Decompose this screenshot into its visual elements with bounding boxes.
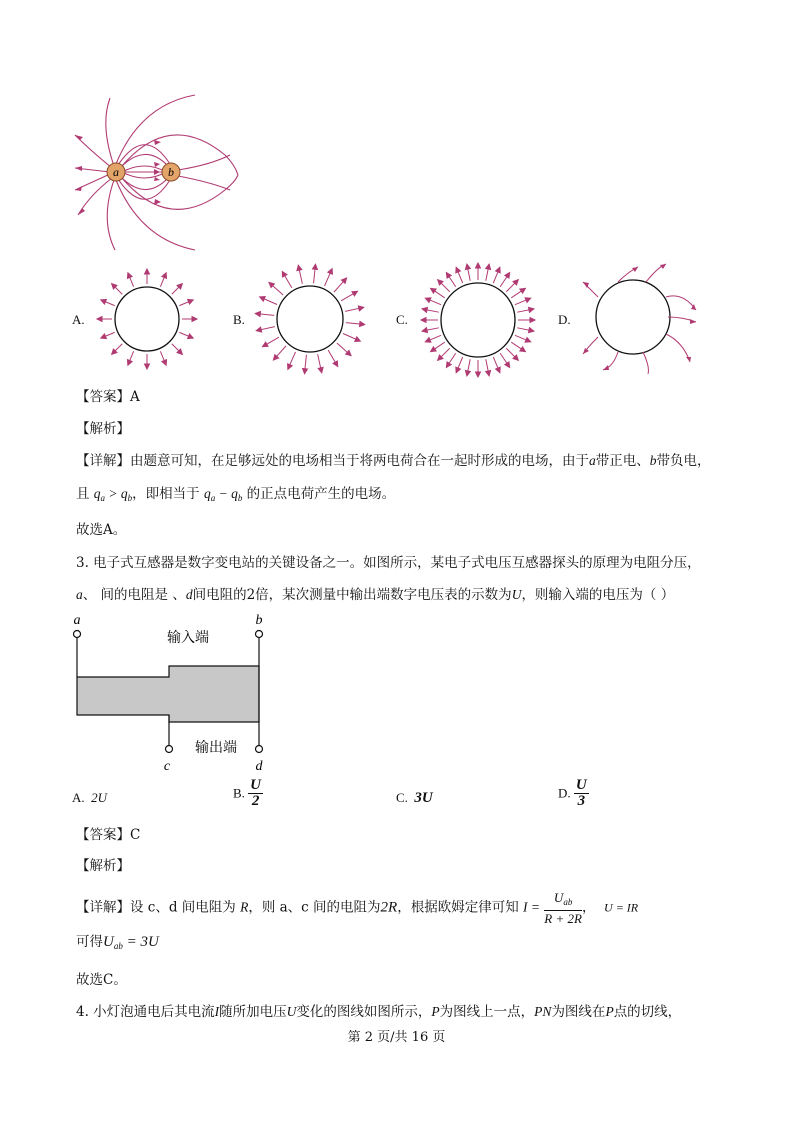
q2-option-a-figure[interactable]: [92, 262, 202, 377]
field-lines-figure: [70, 90, 245, 255]
field-arrow-head: [421, 318, 426, 323]
field-arrow-head: [465, 264, 470, 269]
input-terminal-label: 输入端: [167, 630, 209, 646]
field-arrow-head: [188, 299, 194, 304]
field-arrow-head: [422, 328, 427, 333]
field-arrow-head: [520, 347, 526, 352]
field-arrow-head: [262, 342, 268, 347]
q2-option-c-figure[interactable]: [416, 258, 541, 383]
q3-stem-line-2: a、 间的电阻是 、d间电阻的2倍，某次测量中输出端数字电压表的示数为U，则输入端的电压为（ ）: [76, 587, 675, 603]
field-arrow-head: [127, 360, 132, 366]
q3-conclusion: 故选C。: [76, 972, 127, 988]
field-arrow-head: [525, 298, 531, 303]
field-arrow-head: [255, 312, 260, 317]
charge-b-label: b: [168, 165, 174, 179]
q2-option-a-label[interactable]: A.: [72, 312, 85, 327]
field-arrow-head: [422, 307, 427, 312]
field-arrow-head: [355, 337, 361, 342]
field-arrow-head: [505, 362, 510, 368]
field-arrow-head: [288, 364, 293, 370]
q3-option-c[interactable]: C. 3U: [396, 790, 433, 806]
field-arrow-head: [260, 297, 266, 302]
q2-option-b-label[interactable]: B.: [233, 312, 245, 327]
field-arrow-head: [328, 269, 333, 275]
field-arrow-head: [486, 264, 491, 269]
q4-stem-line: 4. 小灯泡通电后其电流I随所加电压U变化的图线如图所示，P为图线上一点，PN为图线在P点的切线，: [76, 1004, 682, 1020]
q3-stem-line-1: 3. 电子式互感器是数字变电站的关键设备之一。如图所示，某电子式电压互感器探头的原理为电阻分压，: [76, 555, 701, 571]
field-arrow-head: [127, 273, 132, 279]
q3-detail-line: 【详解】设 c、d 间电阻为 R，则 a、c 间的电阻为2R，根据欧姆定律可知 I = $\frac{U_{ab}}{R + 2R}$ ， U = IR: [76, 890, 639, 926]
page-footer: 第 2 页/共 16 页: [347, 1030, 446, 1045]
terminal-c-label: c: [163, 759, 171, 774]
q2-detail-line-1: 【详解】由题意可知，在足够远处的电场相当于将两电荷合在一起时形成的电场，由于a带正电、b带负电，: [76, 453, 711, 469]
q2-option-b-figure[interactable]: [253, 262, 368, 377]
field-arrow-head: [529, 307, 534, 312]
terminal-d-label: d: [255, 759, 263, 774]
field-arrow-head: [162, 273, 167, 279]
field-arrow-head: [425, 338, 431, 343]
q2-analysis-label: 【解析】: [76, 421, 130, 437]
field-arrow-head: [476, 372, 481, 377]
charge-a-label: a: [113, 165, 119, 179]
q2-option-d-figure[interactable]: [578, 262, 703, 377]
field-arrow-head: [456, 367, 461, 373]
field-arrow-head: [530, 318, 535, 323]
field-arrow-head: [476, 263, 481, 268]
q2-option-d-label[interactable]: D.: [558, 312, 571, 327]
q3-result-line: 可得$U_{ab} = 3U$: [76, 934, 159, 951]
field-arrow-head: [360, 322, 365, 327]
field-arrow-head: [282, 271, 287, 277]
q2-answer-value: A: [130, 389, 140, 405]
field-arrow-head: [431, 347, 437, 352]
field-arrow-head: [333, 361, 338, 367]
q3-answer-label: 【答案】: [76, 827, 130, 843]
field-arrow-head: [352, 291, 358, 296]
output-terminal-label: 输出端: [195, 740, 237, 756]
q3-resistor-figure: [68, 612, 278, 777]
field-arrow-head: [496, 367, 501, 373]
field-arrow-head: [456, 267, 461, 273]
field-arrow-head: [505, 273, 510, 279]
field-arrow-head: [446, 362, 451, 368]
field-arrow-head: [496, 267, 501, 273]
field-arrow-head: [446, 273, 451, 279]
field-arrow-head: [529, 328, 534, 333]
field-arrow-head: [97, 317, 102, 322]
field-arrow-head: [101, 334, 107, 339]
field-arrow-head: [525, 338, 531, 343]
field-arrow-head: [520, 288, 526, 293]
field-arrow-head: [101, 299, 107, 304]
field-arrow-head: [192, 317, 197, 322]
field-arrow-head: [303, 369, 308, 374]
q2-conclusion: 故选A。: [76, 522, 127, 538]
field-arrow-head: [486, 371, 491, 376]
q3-option-d[interactable]: D. $\frac{U}{3}$: [558, 777, 587, 809]
field-arrow-head: [145, 364, 150, 369]
field-arrow-head: [162, 360, 167, 366]
field-arrow-head: [145, 269, 150, 274]
q3-option-b[interactable]: B. $\frac{U}{2}$: [233, 777, 262, 809]
field-arrow-head: [358, 306, 363, 311]
terminal-b-label: b: [255, 613, 263, 628]
field-arrow-head: [425, 298, 431, 303]
field-arrow-head: [297, 265, 302, 270]
q2-detail-line-2: 且 $q_a > q_b$，即相当于 $q_a - q_b$ 的正点电荷产生的电场。: [76, 486, 396, 503]
q2-answer-label: 【答案】: [76, 389, 130, 405]
terminal-a-label: a: [73, 613, 81, 628]
q3-analysis-label: 【解析】: [76, 858, 130, 874]
q2-option-c-label[interactable]: C.: [396, 312, 408, 327]
field-arrow-head: [431, 288, 437, 293]
field-arrow-head: [256, 327, 261, 332]
field-arrow-head: [313, 264, 318, 269]
field-arrow-head: [188, 334, 194, 339]
q3-answer-value: C: [130, 827, 141, 843]
q3-option-a[interactable]: A. 2U: [72, 790, 108, 805]
field-arrow-head: [318, 367, 323, 372]
field-arrow-head: [465, 371, 470, 376]
